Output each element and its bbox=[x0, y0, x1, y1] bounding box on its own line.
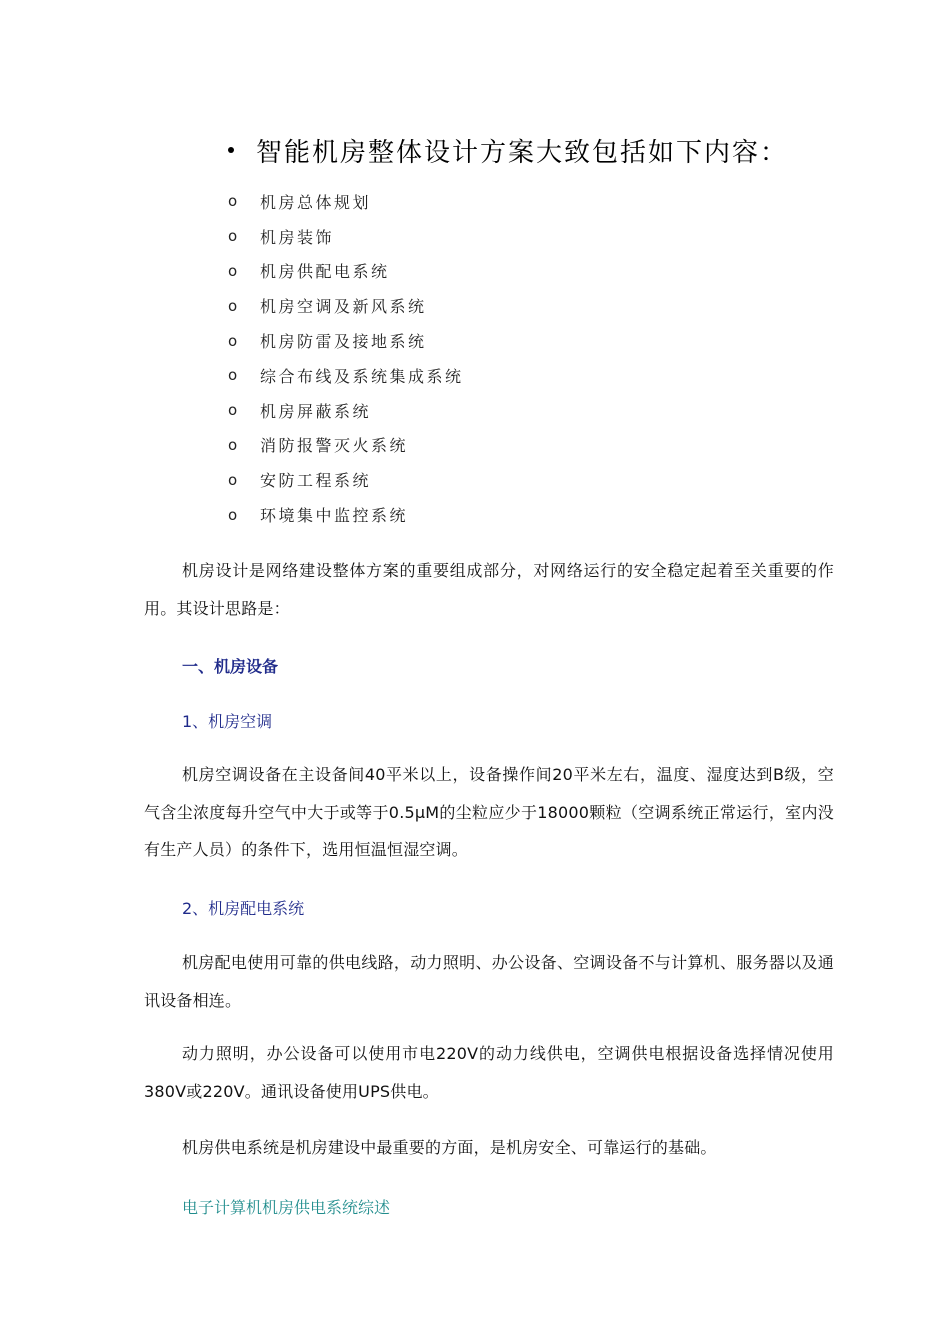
list-item bbox=[228, 462, 464, 497]
list-marker: o bbox=[228, 192, 238, 211]
list-item-label: 机房供配电系统 bbox=[260, 262, 390, 282]
list-item bbox=[228, 184, 464, 219]
list-item bbox=[228, 254, 464, 289]
list-item bbox=[228, 497, 464, 532]
list-item bbox=[228, 323, 464, 358]
power-overview-link[interactable]: 电子计算机机房供电系统综述 bbox=[182, 1198, 391, 1217]
list-item-label: 机房空调及新风系统 bbox=[260, 297, 427, 317]
list-item bbox=[228, 219, 464, 254]
list-item-label: 机房装饰 bbox=[260, 227, 335, 247]
power-paragraph-2: 动力照明，办公设备可以使用市电220V的动力线供电，空调供电根据设备选择情况使用380V或220V。通讯设备使用UPS供电。 bbox=[144, 1044, 834, 1101]
heading-text: 智能机房整体设计方案大致包括如下内容： bbox=[256, 137, 789, 168]
list-item-label: 机房屏蔽系统 bbox=[260, 401, 372, 421]
list-item-label: 消防报警灭火系统 bbox=[260, 436, 409, 456]
power-paragraph-3: 机房供电系统是机房建设中最重要的方面，是机房安全、可靠运行的基础。 bbox=[182, 1138, 717, 1157]
list-marker: o bbox=[228, 366, 238, 385]
list-marker: o bbox=[228, 401, 238, 420]
list-marker: o bbox=[228, 227, 238, 246]
list-item bbox=[228, 288, 464, 323]
list-marker: o bbox=[228, 505, 238, 524]
intro-paragraph: 机房设计是网络建设整体方案的重要组成部分，对网络运行的安全稳定起着至关重要的作用。其设计思路是： bbox=[144, 561, 834, 618]
page-heading bbox=[224, 132, 788, 168]
list-marker: o bbox=[228, 435, 238, 454]
list-marker: o bbox=[228, 261, 238, 280]
list-item-label: 安防工程系统 bbox=[260, 471, 372, 491]
power-paragraph-1: 机房配电使用可靠的供电线路，动力照明、办公设备、空调设备不与计算机、服务器以及通讯设备相连。 bbox=[144, 953, 834, 1010]
list-item-label: 环境集中监控系统 bbox=[260, 506, 409, 526]
list-item bbox=[228, 358, 464, 393]
list-marker: o bbox=[228, 331, 238, 350]
list-item-label: 机房总体规划 bbox=[260, 192, 372, 212]
bullet-icon bbox=[228, 147, 234, 153]
list-item-label: 综合布线及系统集成系统 bbox=[260, 366, 464, 386]
content-list bbox=[228, 184, 464, 532]
list-marker: o bbox=[228, 296, 238, 315]
subsection-title-power: 2、机房配电系统 bbox=[182, 899, 305, 918]
section-title: 一、机房设备 bbox=[182, 657, 279, 676]
list-item bbox=[228, 393, 464, 428]
list-item-label: 机房防雷及接地系统 bbox=[260, 332, 427, 352]
subsection-title-ac: 1、机房空调 bbox=[182, 712, 273, 731]
list-marker: o bbox=[228, 470, 238, 489]
ac-paragraph: 机房空调设备在主设备间40平米以上，设备操作间20平米左右，温度、湿度达到B级，空气含尘浓度每升空气中大于或等于0.5μM的尘粒应少于18000颗粒（空调系统正常运行，室内没有生产人员）的条件下，选用恒温恒湿空调。 bbox=[144, 765, 834, 859]
list-item bbox=[228, 428, 464, 463]
